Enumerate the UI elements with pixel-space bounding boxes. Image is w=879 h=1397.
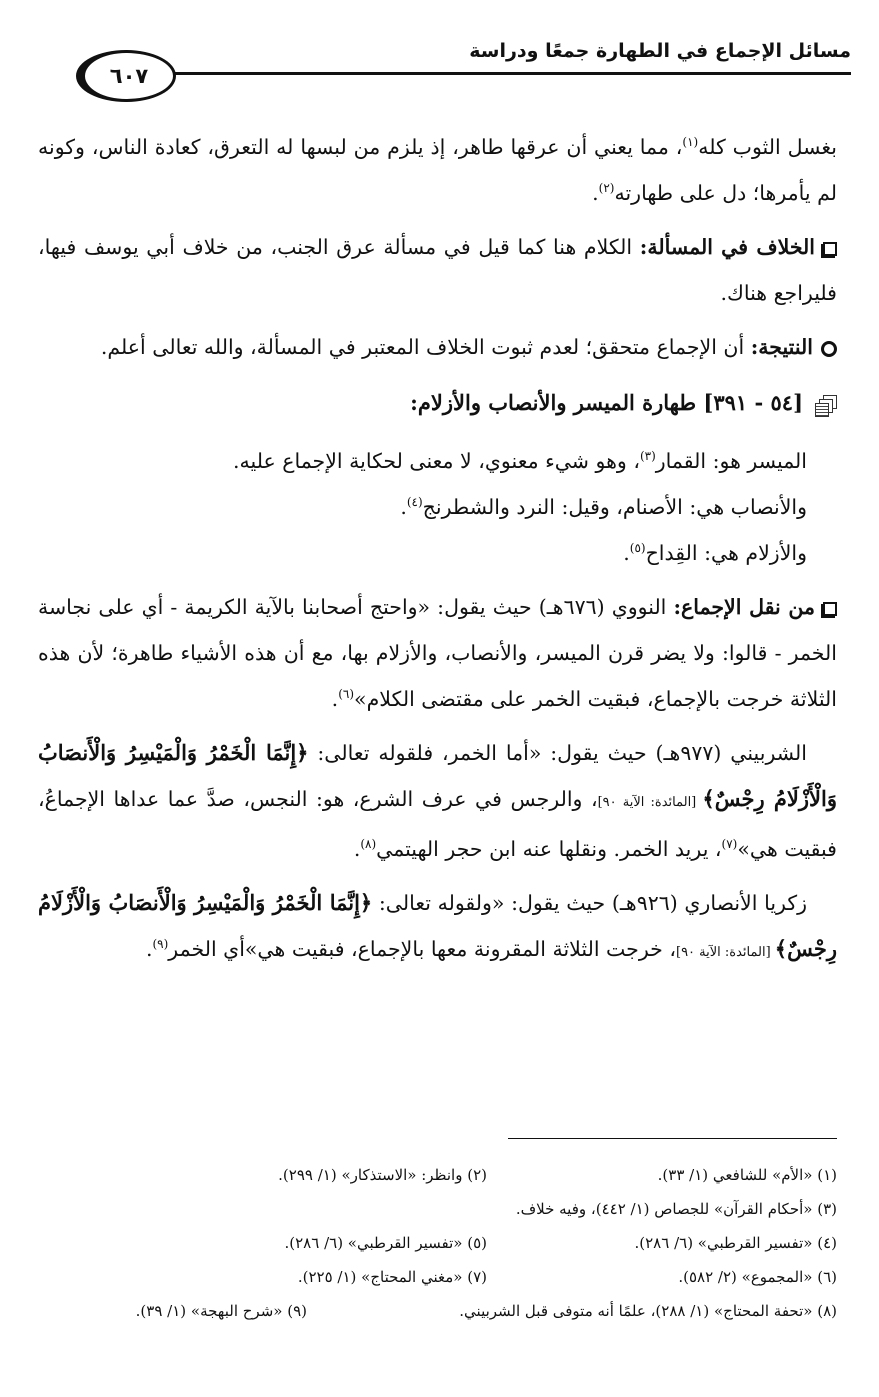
disagreement-label: الخلاف في المسألة: bbox=[639, 235, 815, 259]
circle-bullet-icon bbox=[821, 341, 837, 357]
footnote-row bbox=[38, 1294, 837, 1328]
footnote-5: (٥) «تفسير القرطبي» (٦/ ٢٨٦). bbox=[284, 1234, 487, 1252]
footnote-ref[interactable]: (٢) bbox=[598, 181, 615, 195]
paragraph-disagreement: الخلاف في المسألة: الكلام هنا كما قيل في مسألة عرق الجنب، من خلاف أبي يوسف فيها، فليراجع هناك. bbox=[38, 235, 837, 305]
square-bullet-icon bbox=[823, 242, 837, 256]
ijma-label: من نقل الإجماع: bbox=[673, 595, 816, 619]
footnote-row bbox=[38, 1158, 837, 1192]
footnote-row bbox=[38, 1192, 837, 1226]
definition-azlam: والأزلام هي: القِداح$^{(٥)}$. bbox=[623, 541, 807, 565]
stacked-pages-icon bbox=[813, 395, 837, 415]
footnote-8: (٨) «تحفة المحتاج» (١/ ٢٨٨)، علمًا أنه متوفى قبل الشربيني. bbox=[459, 1302, 837, 1320]
footnote-6: (٦) «المجموع» (٢/ ٥٨٢). bbox=[678, 1268, 837, 1286]
footnote-ref[interactable]: (١) bbox=[682, 135, 699, 149]
running-header-title: مسائل الإجماع في الطهارة جمعًا ودراسة bbox=[469, 40, 851, 62]
footnote-ref[interactable]: (٧) bbox=[721, 837, 738, 851]
quran-verse: ﴿إِنَّمَا الْخَمْرُ وَالْمَيْسِرُ وَالْأَنصَابُ وَالْأَزْلَامُ رِجْسٌ﴾ bbox=[38, 740, 837, 811]
footnote-ref[interactable]: (٥) bbox=[629, 541, 646, 555]
verse-reference: [المائدة: الآية ٩٠] bbox=[597, 795, 703, 810]
footnote-9: (٩) «شرح البهجة» (١/ ٣٩). bbox=[135, 1302, 307, 1320]
header-rule bbox=[150, 72, 851, 75]
footnote-row bbox=[38, 1260, 837, 1294]
footnote-ref[interactable]: (٣) bbox=[639, 449, 656, 463]
paragraph-1: بغسل الثوب كله$^{(١)}$، مما يعني أن عرقها طاهر، إذ يلزم من لبسها له التعرق، كعادة الناس، وكونه لم يأمرها؛ دل على طهارته$^{(٢)}$. bbox=[38, 135, 837, 205]
footnote-ref[interactable]: (٨) bbox=[360, 837, 377, 851]
footnote-3: (٣) «أحكام القرآن» للجصاص (١/ ٤٤٢)، وفيه خلاف. bbox=[515, 1200, 837, 1218]
definition-ansab: والأنصاب هي: الأصنام، وقيل: النرد والشطرنج$^{(٤)}$. bbox=[400, 495, 807, 519]
footnote-4: (٤) «تفسير القرطبي» (٦/ ٢٨٦). bbox=[634, 1234, 837, 1252]
square-bullet-icon bbox=[823, 602, 837, 616]
page-number-oval bbox=[76, 50, 176, 102]
verse-reference: [المائدة: الآية ٩٠] bbox=[675, 945, 775, 960]
paragraph-result: النتيجة: أن الإجماع متحقق؛ لعدم ثبوت الخلاف المعتبر في المسألة، والله تعالى أعلم. bbox=[38, 324, 837, 370]
paragraph-shirbini: الشربيني (٩٧٧هـ) حيث يقول: «أما الخمر، فلقوله تعالى: ﴿إِنَّمَا الْخَمْرُ وَالْمَيْسِرُ وَالْأَنصَابُ وَالْأَزْلَامُ رِجْسٌ﴾ [المائدة: الآية ٩٠]، والرجس في عرف الشرع، هو: النجس، صدَّ عما عداها الإجماعُ، فبقيت هي»$^{(٧)}$، يريد الخمر. ونقلها عنه ابن حجر الهيتمي$^{(٨)}$. bbox=[38, 740, 837, 861]
footnote-ref[interactable]: (٤) bbox=[406, 495, 423, 509]
result-label: النتيجة: bbox=[750, 335, 813, 359]
footnotes bbox=[38, 1158, 837, 1328]
footnote-1: (١) «الأم» للشافعي (١/ ٣٣). bbox=[657, 1166, 837, 1184]
page-number: ٦٠٧ bbox=[109, 64, 149, 88]
footnote-ref[interactable]: (٦) bbox=[338, 687, 355, 701]
paragraph-ijma-transmission: من نقل الإجماع: النووي (٦٧٦هـ) حيث يقول: «واحتج أصحابنا بالآية الكريمة - أي على نجاسة الخمر - قالوا: ولا يضر قرن الميسر، والأنصاب، والأزلام بها، مع أن هذه الأشياء طاهرة؛ لأن هذه الثلاثة خرجت بالإجماع، فبقيت الخمر على مقتضى الكلام»$^{(٦)}$. bbox=[38, 595, 837, 711]
footnote-2: (٢) وانظر: «الاستذكار» (١/ ٢٩٩). bbox=[278, 1166, 487, 1184]
paragraph-zakariya: زكريا الأنصاري (٩٢٦هـ) حيث يقول: «ولقوله تعالى: ﴿إِنَّمَا الْخَمْرُ وَالْمَيْسِرُ وَالْأَنصَابُ وَالْأَزْلَامُ رِجْسٌ﴾ [المائدة: الآية ٩٠]، خرجت الثلاثة المقرونة معها بالإجماع، فبقيت هي»أي الخمر$^{(٩)}$. bbox=[38, 890, 837, 961]
quran-verse: ﴿إِنَّمَا الْخَمْرُ وَالْمَيْسِرُ وَالْأَنصَابُ وَالْأَزْلَامُ رِجْسٌ﴾ bbox=[38, 890, 837, 961]
footnote-ref[interactable]: (٩) bbox=[152, 937, 169, 951]
footnote-7: (٧) «مغني المحتاج» (١/ ٢٢٥). bbox=[297, 1268, 487, 1286]
footnote-separator bbox=[508, 1138, 837, 1139]
main-text bbox=[38, 124, 837, 984]
definition-maysir: الميسر هو: القمار$^{(٣)}$، وهو شيء معنوي، لا معنى لحكاية الإجماع عليه. bbox=[233, 449, 807, 473]
section-heading: [٥٤ - ٣٩١] طهارة الميسر والأنصاب والأزلام: bbox=[38, 380, 837, 426]
footnote-row bbox=[38, 1226, 837, 1260]
